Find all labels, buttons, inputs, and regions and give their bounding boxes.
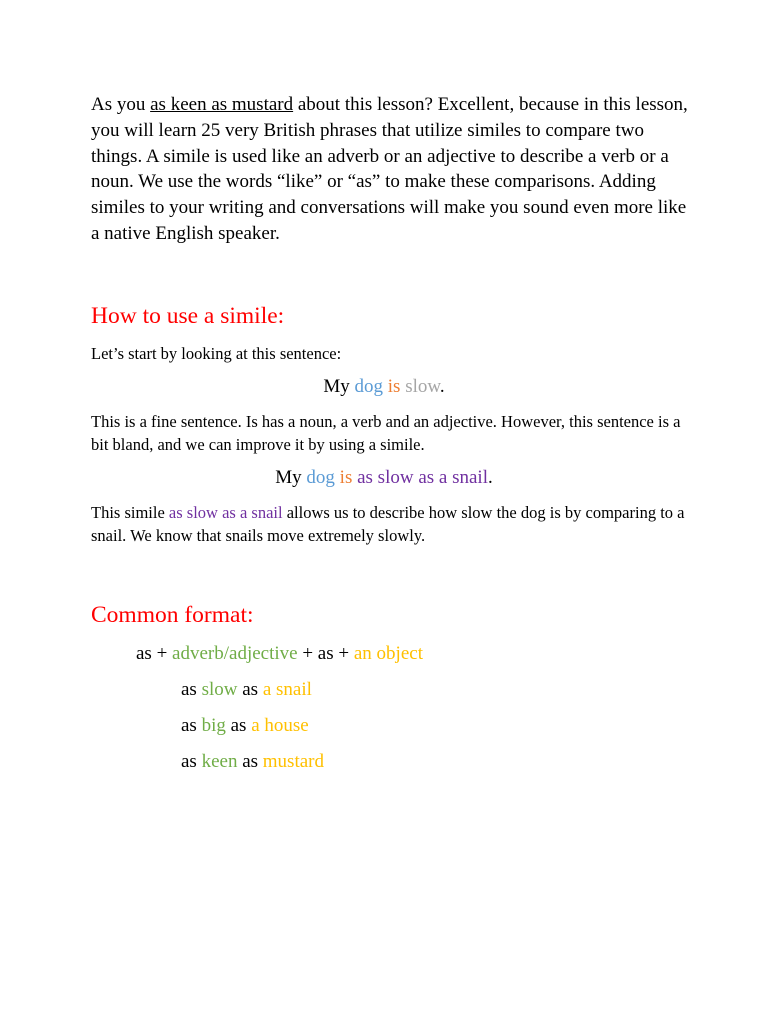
example-object: a house — [251, 715, 309, 736]
formula-as-2: + as + — [297, 643, 354, 664]
intro-rest: about this lesson? Excellent, because in this lesson, you will learn 25 very British phrases that utilize similes to compare two things. A simile is used like an adverb or an adjective to describe a verb or a noun. We use the words “like” or “as” to make these comparisons. Adding similes to your writing and conversations will make you sound even more like a native English speaker. — [91, 94, 688, 244]
example-object: a snail — [262, 679, 312, 700]
example1-noun: dog — [354, 376, 384, 397]
example-as-1: as — [181, 715, 202, 736]
closing-lead: This simile — [91, 503, 169, 522]
example-as-2: as — [237, 679, 263, 700]
example2-simile: as slow as a snail — [357, 467, 488, 488]
example-as-2: as — [225, 715, 252, 736]
example-as-1: as — [181, 751, 202, 772]
example1-adjective: slow — [405, 376, 440, 397]
closing-simile: as slow as a snail — [168, 503, 283, 522]
example2-verb: is — [339, 467, 353, 488]
example-sentence-2 — [0, 466, 768, 490]
intro-underlined-phrase: as keen as mustard — [150, 94, 294, 115]
example1-period: . — [439, 376, 445, 397]
intro-line: Let’s start by looking at this sentence: — [91, 344, 342, 363]
example-as-1: as — [181, 679, 202, 700]
formula-as-1: as + — [136, 643, 173, 664]
format-example-2 — [181, 714, 309, 738]
heading-how-to-use-simile: How to use a simile: — [91, 303, 285, 329]
example-adjective: slow — [201, 679, 238, 700]
example2-noun: dog — [306, 467, 335, 488]
format-example-1 — [181, 678, 312, 702]
example1-verb: is — [387, 376, 401, 397]
formula-adjective: adverb/adjective — [172, 643, 298, 664]
example-sentence-1 — [0, 375, 768, 399]
intro-paragraph — [91, 92, 691, 247]
intro-lead: As you — [91, 94, 151, 115]
explanation-paragraph: This is a fine sentence. Is has a noun, a verb and an adjective. However, this sentence is a bit bland, and we can improve it by using a simile. — [91, 412, 681, 454]
heading-common-format: Common format: — [91, 602, 254, 628]
closing-rest: allows us to describe how slow the dog is by comparing to a snail. We know that snails move extremely slowly. — [91, 503, 685, 545]
formula-object: an object — [353, 643, 423, 664]
example1-my: My — [323, 376, 355, 397]
example2-my: My — [275, 467, 307, 488]
example2-period: . — [487, 467, 493, 488]
example-adjective: big — [201, 715, 226, 736]
example-as-2: as — [237, 751, 263, 772]
example-object: mustard — [262, 751, 324, 772]
format-example-3 — [181, 750, 324, 774]
example-adjective: keen — [201, 751, 238, 772]
format-formula — [136, 642, 423, 666]
closing-paragraph — [91, 501, 691, 547]
